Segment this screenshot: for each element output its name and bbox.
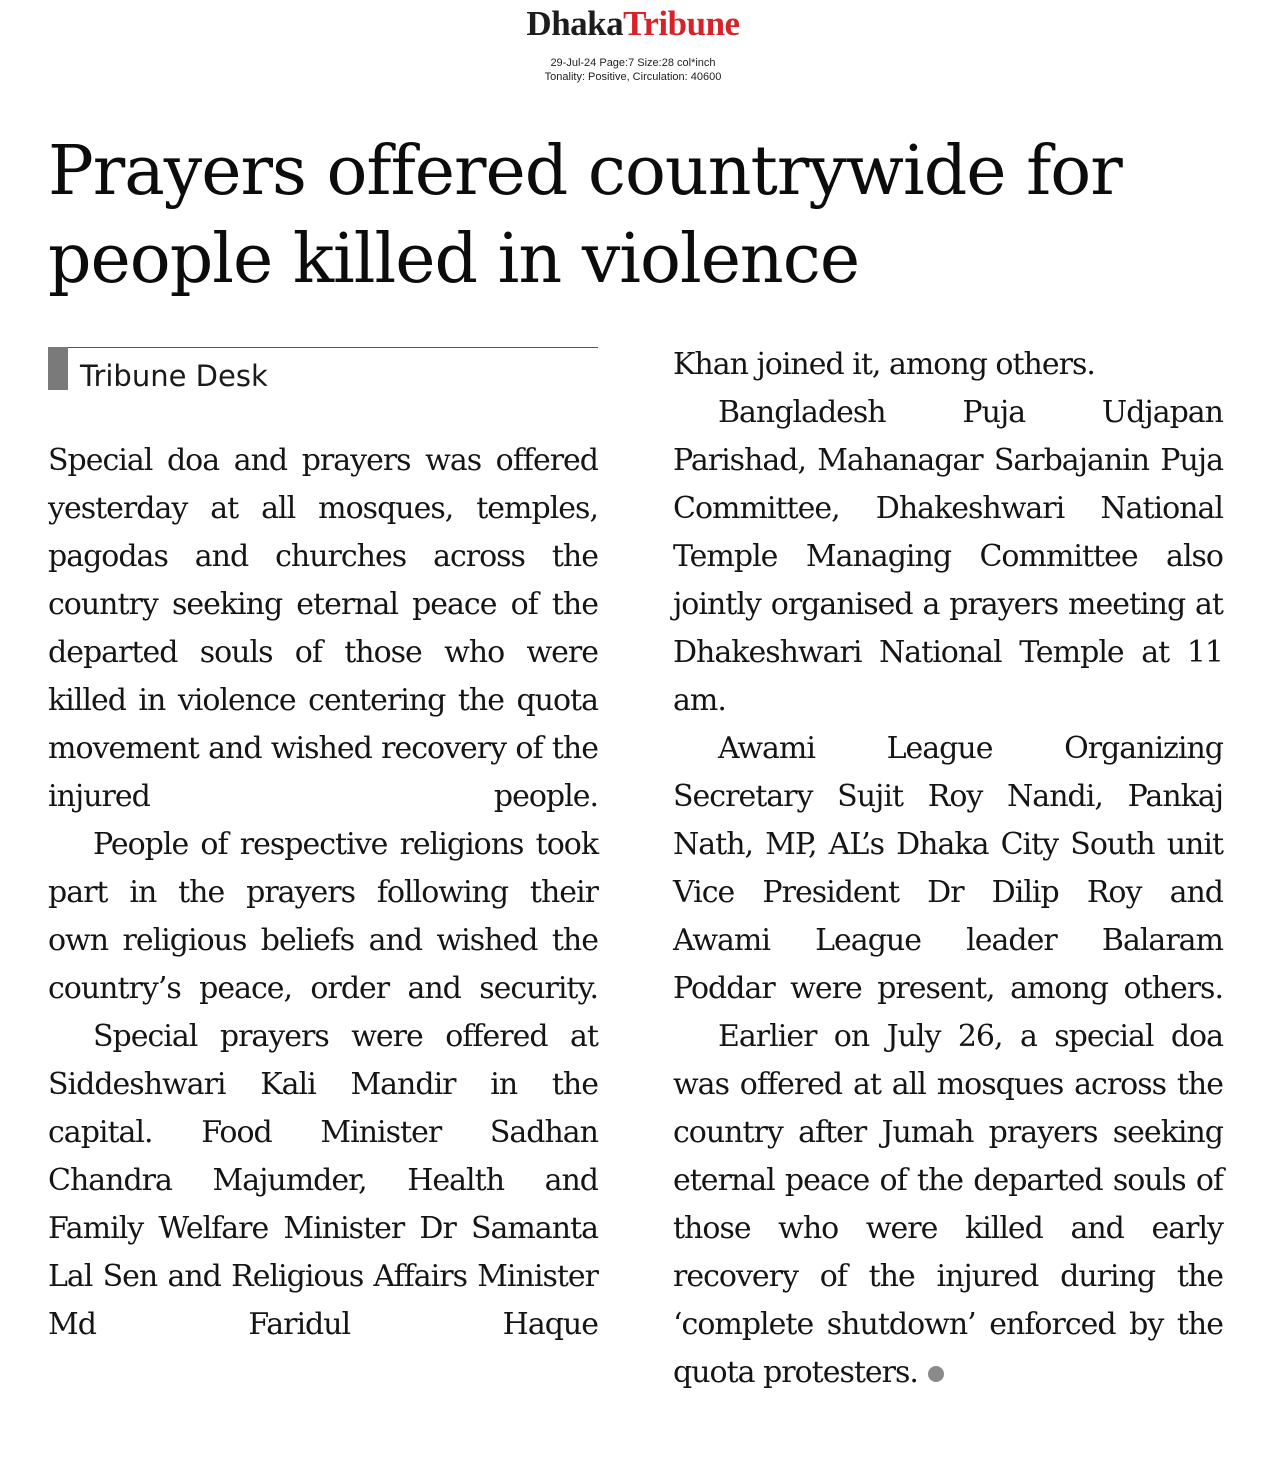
- headline: [48, 128, 1228, 304]
- meta-line-1: 29-Jul-24 Page:7 Size:28 col*inch: [550, 57, 716, 69]
- article-column-left: [48, 437, 598, 1349]
- masthead-part-1: Dhaka: [526, 4, 624, 43]
- masthead-logo: [0, 4, 1266, 44]
- headline-line-2: people killed in violence: [48, 220, 860, 299]
- meta-line-2: Tonality: Positive, Circulation: 40600: [544, 71, 722, 83]
- paragraph: Bangladesh Puja Udjapan Parishad, Mahanagar Sarbajanin Puja Committee, Dhakeshwari National Temple Managing Committee also jointly organised a prayers meeting at Dhakeshwari National Temple at 11 am.: [673, 395, 1223, 718]
- byline: Tribune Desk: [80, 359, 268, 393]
- paragraph: Khan joined it, among others.: [673, 347, 1095, 382]
- paragraph: People of respective religions took part in the prayers following their own religious beliefs and wished the country’s peace, order and security.: [48, 827, 598, 1006]
- end-of-story-dot-icon: [928, 1366, 944, 1382]
- headline-line-1: Prayers offered countrywide for: [48, 132, 1122, 211]
- paragraph: Special prayers were offered at Siddeshwari Kali Mandir in the capital. Food Minister Sadhan Chandra Majumder, Health and Family Welfare Minister Dr Samanta Lal Sen and Religious Affairs Minister Md Faridul Haque: [48, 1019, 598, 1342]
- byline-bar: [48, 347, 68, 390]
- byline-rule: [52, 347, 598, 348]
- paragraph-text: Earlier on July 26, a special doa was offered at all mosques across the country after Jumah prayers seeking eternal peace of the departed souls of those who were killed and early recovery of the injured during the ‘complete shutdown’ enforced by the quota protesters.: [673, 1019, 1223, 1390]
- article-column-right: [673, 341, 1223, 1397]
- paragraph: Special doa and prayers was offered yesterday at all mosques, temples, pagodas and churches across the country seeking eternal peace of the departed souls of those who were killed in violence centering the quota movement and wished recovery of the injured people.: [48, 443, 598, 814]
- masthead-part-2: Tribune: [623, 4, 740, 43]
- paragraph: [673, 1013, 1223, 1397]
- paragraph: Awami League Organizing Secretary Sujit Roy Nandi, Pankaj Nath, MP, AL’s Dhaka City South unit Vice President Dr Dilip Roy and Awami League leader Balaram Poddar were present, among others.: [673, 731, 1223, 1006]
- clipping-meta: [0, 56, 1266, 84]
